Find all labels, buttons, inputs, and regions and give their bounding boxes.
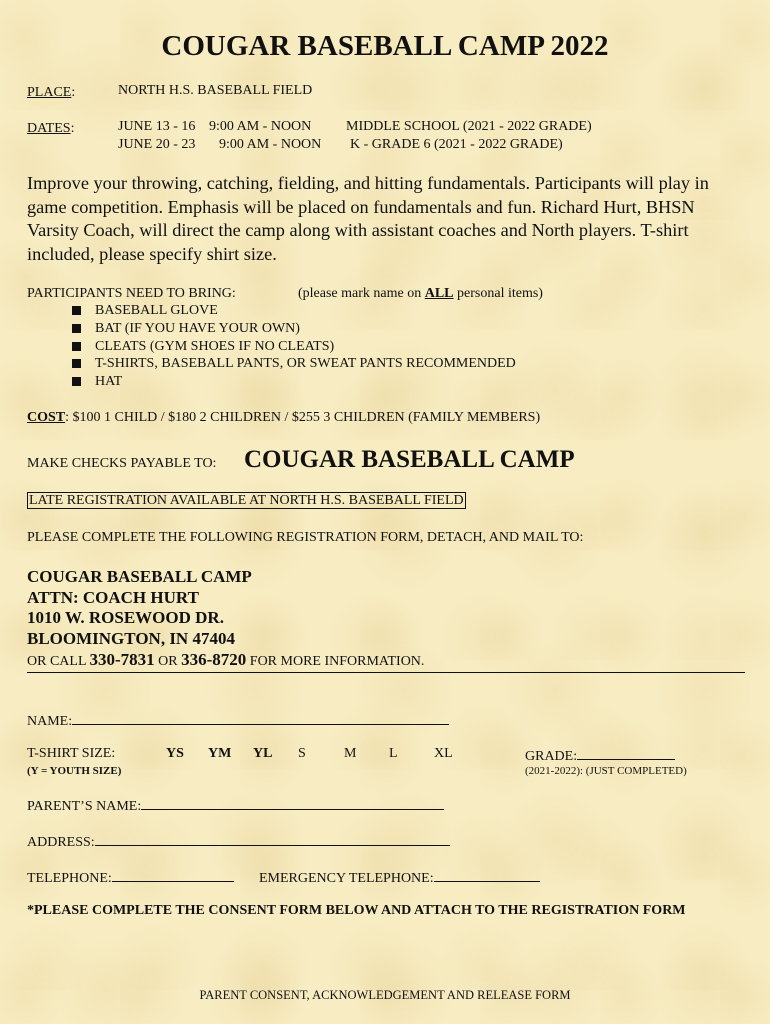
address-label: ADDRESS: [27, 835, 95, 850]
phone-2: 336-8720 [181, 650, 247, 669]
bring-item-label: BAT (IF YOU HAVE YOUR OWN) [95, 320, 300, 336]
consent-note: *PLEASE COMPLETE THE CONSENT FORM BELOW AND ATTACH TO THE REGISTRATION FORM [27, 903, 686, 918]
name-field[interactable] [27, 711, 449, 730]
mail-instructions: PLEASE COMPLETE THE FOLLOWING REGISTRATION FORM, DETACH, AND MAIL TO: [27, 530, 584, 545]
bullet-square-icon [72, 377, 81, 386]
size-option-m[interactable]: M [344, 746, 357, 761]
list-item [72, 302, 516, 320]
dates-row-2-group: K - GRADE 6 (2021 - 2022 GRADE) [350, 137, 563, 152]
bring-item-label: CLEATS (GYM SHOES IF NO CLEATS) [95, 338, 335, 354]
emergency-telephone-field[interactable] [259, 868, 540, 887]
detach-line [27, 672, 745, 673]
call-line [27, 650, 424, 670]
place-label: PLACE [27, 85, 72, 100]
bring-note [298, 286, 543, 302]
tshirt-label: T-SHIRT SIZE: [27, 746, 116, 761]
checks-payee: COUGAR BASEBALL CAMP [244, 446, 575, 473]
list-item [72, 338, 516, 356]
tshirt-note: (Y = YOUTH SIZE) [27, 765, 122, 777]
emergency-telephone-input-line[interactable] [434, 868, 540, 882]
telephone-field[interactable] [27, 868, 234, 887]
size-option-ys[interactable]: YS [166, 746, 184, 761]
checks-label: MAKE CHECKS PAYABLE TO: [27, 456, 217, 471]
call-pre: OR CALL [27, 654, 90, 669]
name-label: NAME: [27, 714, 73, 729]
dates-row-2-dates: JUNE 20 - 23 [118, 137, 196, 152]
mail-to-line-3: 1010 W. ROSEWOOD DR. [27, 608, 224, 627]
late-registration-text: LATE REGISTRATION AVAILABLE AT NORTH H.S. BASEBALL FIELD [29, 493, 464, 508]
mail-to-line-1: COUGAR BASEBALL CAMP [27, 567, 252, 586]
place-colon: : [71, 85, 76, 100]
bring-item-label: HAT [95, 374, 123, 390]
size-option-yl[interactable]: YL [253, 746, 273, 761]
bring-heading: PARTICIPANTS NEED TO BRING: [27, 286, 236, 301]
dates-row-1-group: MIDDLE SCHOOL (2021 - 2022 GRADE) [346, 119, 592, 134]
list-item [72, 373, 516, 391]
cost-text: : $100 1 CHILD / $180 2 CHILDREN / $255 3 CHILDREN (FAMILY MEMBERS) [65, 410, 541, 425]
dates-label-group [27, 119, 74, 137]
size-option-s[interactable]: S [298, 746, 306, 761]
bullet-square-icon [72, 359, 81, 368]
bullet-square-icon [72, 342, 81, 351]
phone-1: 330-7831 [89, 650, 155, 669]
grade-note: (2021-2022): (JUST COMPLETED) [525, 765, 687, 777]
address-input-line[interactable] [95, 832, 450, 846]
name-input-line[interactable] [72, 711, 449, 725]
grade-input-line[interactable] [577, 746, 675, 760]
dates-row-2-time: 9:00 AM - NOON [219, 137, 322, 152]
call-post: FOR MORE INFORMATION. [246, 654, 425, 669]
telephone-label: TELEPHONE: [27, 871, 112, 886]
grade-label: GRADE: [525, 749, 578, 764]
size-option-xl[interactable]: XL [434, 746, 453, 761]
parent-name-input-line[interactable] [141, 796, 444, 810]
bring-note-pre: (please mark name on [298, 286, 425, 301]
bring-item-label: BASEBALL GLOVE [95, 303, 218, 318]
dates-row-1-time: 9:00 AM - NOON [209, 119, 312, 134]
camp-description: Improve your throwing, catching, fielding, and hitting fundamentals. Participants will play in game competition. Emphasis will be placed on fundamentals and fun. Richard Hurt, BHSN Varsity Coach, will direct the camp along with assistant coaches and North players. T-shirt included, please specify shirt size. [27, 173, 709, 264]
dates-label: DATES [27, 121, 71, 136]
list-item [72, 320, 516, 338]
bullet-square-icon [72, 306, 81, 315]
footer-heading: PARENT CONSENT, ACKNOWLEDGEMENT AND RELEASE FORM [199, 988, 571, 1002]
call-mid: OR [154, 654, 182, 669]
bring-item-label: T-SHIRTS, BASEBALL PANTS, OR SWEAT PANTS RECOMMENDED [95, 356, 516, 372]
dates-row-1-dates: JUNE 13 - 16 [118, 119, 196, 134]
place-label-group [27, 83, 75, 101]
address-field[interactable] [27, 832, 450, 851]
grade-field[interactable] [525, 746, 675, 765]
telephone-input-line[interactable] [112, 868, 234, 882]
parent-name-field[interactable] [27, 796, 444, 815]
bullet-square-icon [72, 324, 81, 333]
bring-note-post: personal items) [453, 286, 543, 301]
emergency-telephone-label: EMERGENCY TELEPHONE: [259, 871, 434, 886]
list-item [72, 355, 516, 373]
size-option-l[interactable]: L [389, 746, 398, 761]
bring-note-emphasis: ALL [424, 286, 454, 301]
mail-to-line-4: BLOOMINGTON, IN 47404 [27, 629, 235, 648]
mail-to-line-2: ATTN: COACH HURT [27, 588, 199, 607]
place-value: NORTH H.S. BASEBALL FIELD [118, 83, 313, 98]
page-title: COUGAR BASEBALL CAMP 2022 [161, 30, 609, 62]
cost-label: COST [27, 410, 66, 425]
dates-colon: : [70, 121, 75, 136]
parent-name-label: PARENT’S NAME: [27, 799, 142, 814]
late-registration-notice [27, 493, 466, 509]
bring-list [72, 302, 516, 391]
cost-line [27, 410, 540, 426]
size-option-ym[interactable]: YM [208, 746, 232, 761]
